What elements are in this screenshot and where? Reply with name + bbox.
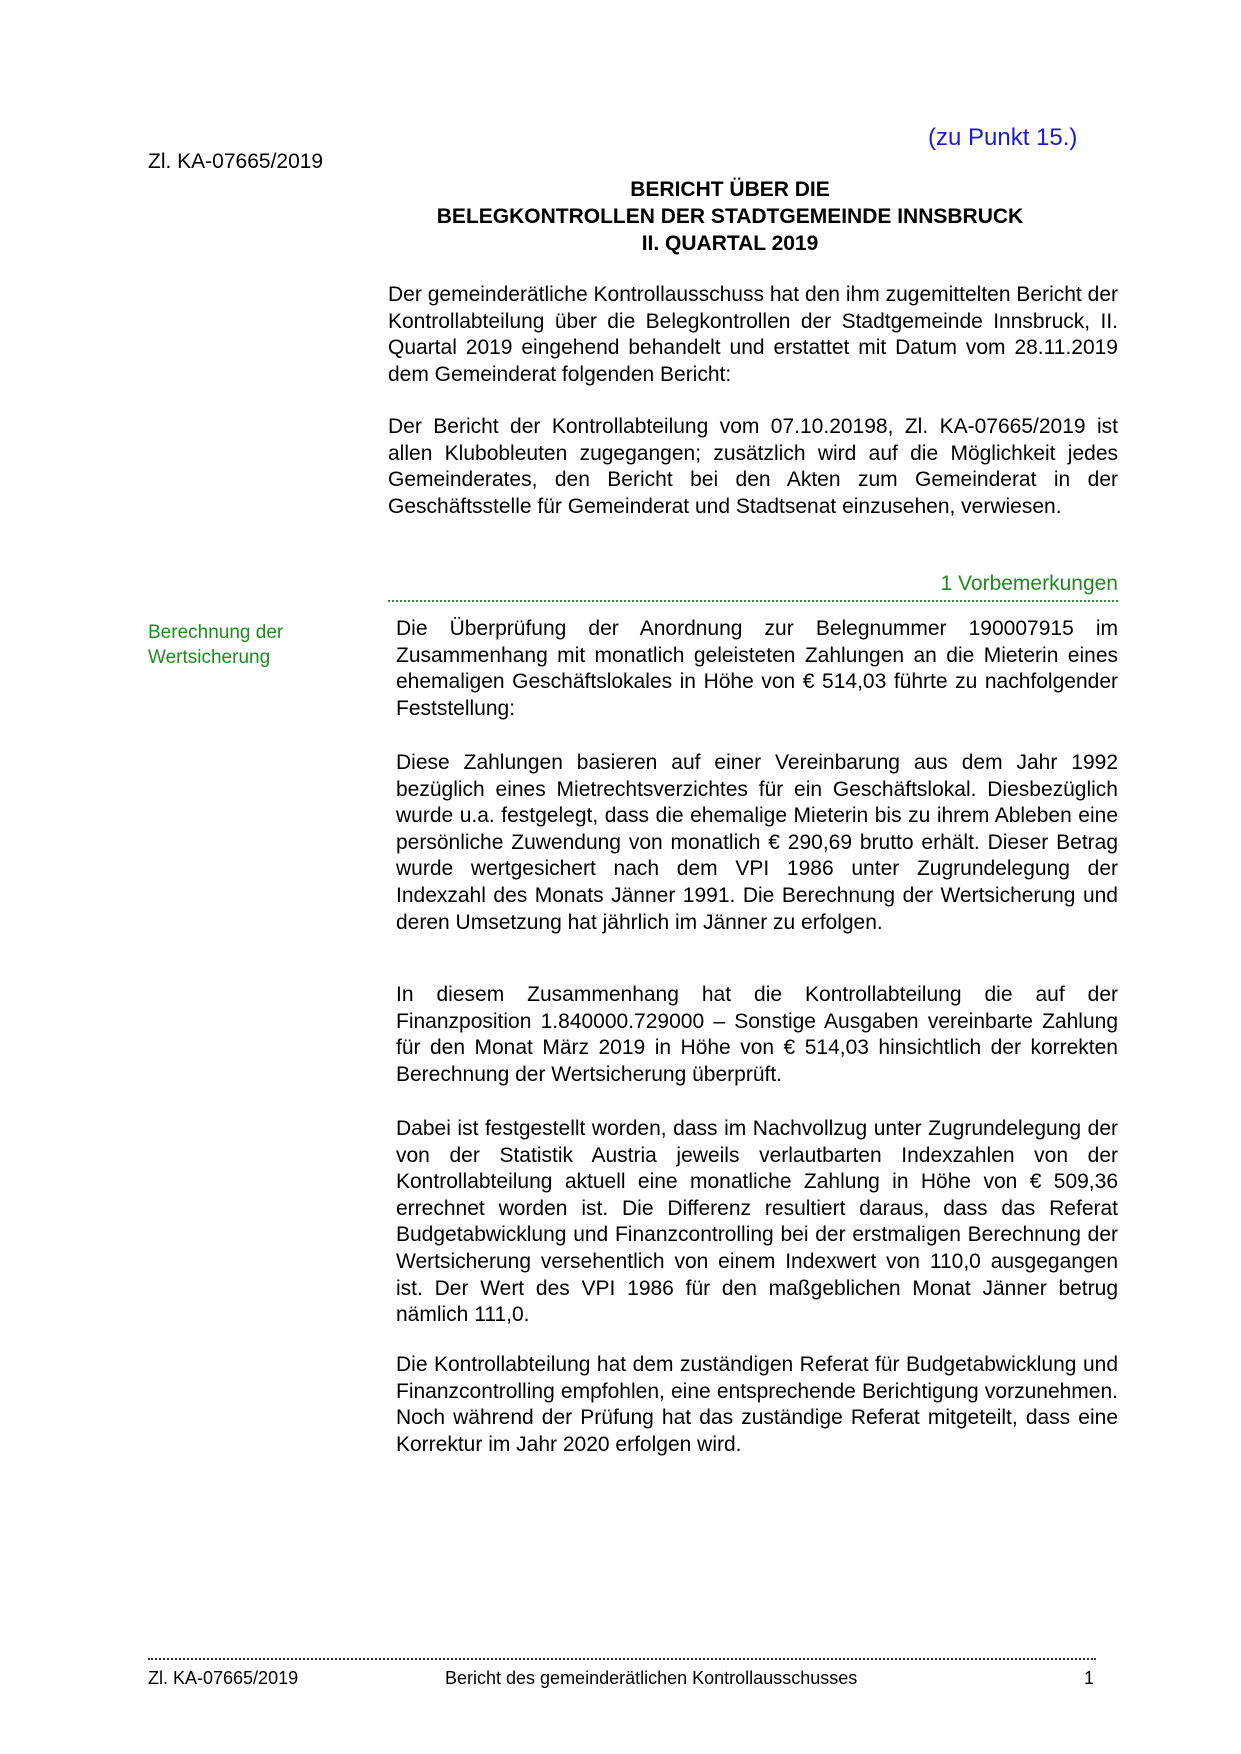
page-number: 1 (1084, 1668, 1095, 1688)
footer-reference: Zl. KA-07665/2019 (148, 1668, 299, 1688)
body-paragraph-5: Die Kontrollabteilung hat dem zuständigen Referat für Budgetabwicklung und Finanzcontrolling empfohlen, eine entsprechende Berichtigung vorzunehmen. Noch während der Prüfung hat das zuständige Referat mitgeteilt, dass eine Korrektur im Jahr 2020 erfolgen wird. (396, 1353, 1118, 1456)
footer-title: Bericht des gemeinderätlichen Kontrollausschusses (445, 1668, 858, 1688)
margin-note-line-1: Berechnung der (148, 622, 284, 643)
document-reference: Zl. KA-07665/2019 (148, 150, 324, 173)
body-paragraph-1: Die Überprüfung der Anordnung zur Belegnummer 190007915 im Zusammenhang mit monatlich geleisteten Zahlungen an die Mieterin eines ehemaligen Geschäftslokales in Höhe von € 514,03 führte zu nachfolgender Feststellung: (396, 617, 1118, 720)
agenda-point-label: (zu Punkt 15.) (928, 124, 1078, 151)
section-heading: 1 Vorbemerkungen (940, 572, 1118, 595)
intro-paragraph-2: Der Bericht der Kontrollabteilung vom 07.10.20198, Zl. KA-07665/2019 ist allen Klubobleuten zugegangen; zusätzlich wird auf die Möglichkeit jedes Gemeinderates, den Bericht bei den Akten zum Gemeinderat in der Geschäftsstelle für Gemeinderat und Stadtsenat einzusehen, verwiesen. (388, 415, 1118, 518)
section-divider (388, 600, 1118, 602)
body-paragraph-2: Diese Zahlungen basieren auf einer Vereinbarung aus dem Jahr 1992 bezüglich eines Mietrechtsverzichtes für ein Geschäftslokal. Diesbezüglich wurde u.a. festgelegt, dass die ehemalige Mieterin bis zu ihrem Ableben eine persönliche Zuwendung von monatlich € 290,69 brutto erhält. Dieser Betrag wurde wertgesichert nach dem VPI 1986 unter Zugrundelegung der Indexzahl des Monats Jänner 1991. Die Berechnung der Wertsicherung und deren Umsetzung hat jährlich im Jänner zu erfolgen. (396, 751, 1118, 934)
intro-paragraph-1: Der gemeinderätliche Kontrollausschuss hat den ihm zugemittelten Bericht der Kontrollabteilung über die Belegkontrollen der Stadtgemeinde Innsbruck, II. Quartal 2019 eingehend behandelt und erstattet mit Datum vom 28.11.2019 dem Gemeinderat folgenden Bericht: (388, 283, 1118, 386)
margin-note-line-2: Wertsicherung (148, 647, 271, 668)
body-paragraph-4: Dabei ist festgestellt worden, dass im Nachvollzug unter Zugrundelegung der von der Statistik Austria jeweils verlautbarten Indexzahlen von der Kontrollabteilung aktuell eine monatliche Zahlung in Höhe von € 509,36 errechnet worden ist. Die Differenz resultiert daraus, dass das Referat Budgetabwicklung und Finanzcontrolling bei der erstmaligen Berechnung der Wertsicherung versehentlich von einem Indexwert von 110,0 ausgegangen ist. Der Wert des VPI 1986 für den maßgeblichen Monat Jänner betrug nämlich 111,0. (396, 1117, 1118, 1327)
document-title (380, 176, 1080, 257)
title-line-3: II. QUARTAL 2019 (641, 232, 819, 255)
body-paragraph-3: In diesem Zusammenhang hat die Kontrollabteilung die auf der Finanzposition 1.840000.729000 – Sonstige Ausgaben vereinbarte Zahlung für den Monat März 2019 in Höhe von € 514,03 hinsichtlich der korrekten Berechnung der Wertsicherung überprüft. (396, 983, 1118, 1086)
margin-note (148, 620, 283, 670)
title-line-2: BELEGKONTROLLEN DER STADTGEMEINDE INNSBRUCK (436, 205, 1024, 228)
title-line-1: BERICHT ÜBER DIE (630, 178, 830, 201)
footer-divider (148, 1658, 1096, 1660)
